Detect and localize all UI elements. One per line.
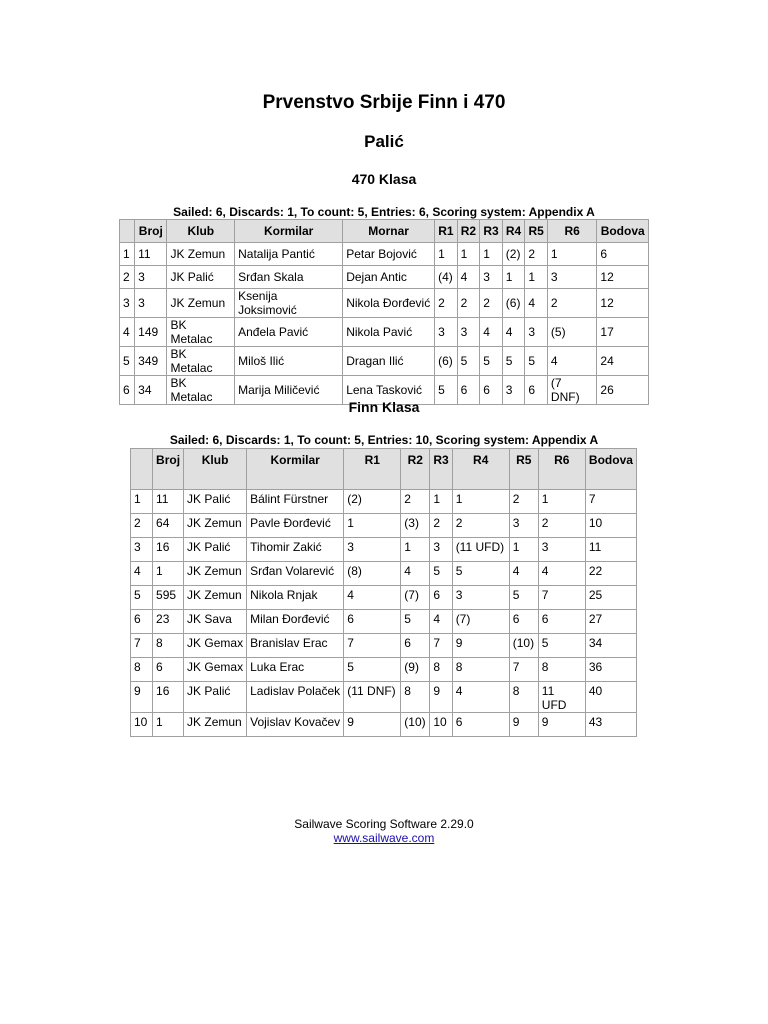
finn-cell: 4 <box>538 562 585 586</box>
class-470-row <box>120 289 649 318</box>
finn-cell: 25 <box>585 586 636 610</box>
class-470-cell: 34 <box>135 376 167 405</box>
finn-cell: 3 <box>538 538 585 562</box>
footer-link[interactable]: www.sailwave.com <box>333 831 435 845</box>
finn-cell: 1 <box>538 490 585 514</box>
class-470-cell: 4 <box>457 266 480 289</box>
class-470-heading: 470 Klasa <box>351 171 417 187</box>
class-470-cell: (2) <box>502 243 525 266</box>
finn-cell: 6 <box>452 713 509 737</box>
finn-col-header: R6 <box>538 449 585 490</box>
finn-cell: Pavle Đorđević <box>247 514 344 538</box>
finn-cell: 5 <box>344 658 401 682</box>
class-470-cell: 2 <box>547 289 596 318</box>
class-470-cell: 3 <box>457 318 480 347</box>
finn-cell: 9 <box>344 713 401 737</box>
finn-cell: 11 UFD <box>538 682 585 713</box>
class-470-cell: BK Metalac <box>167 318 235 347</box>
finn-row <box>131 713 637 737</box>
finn-cell: (11 UFD) <box>452 538 509 562</box>
finn-cell: 7 <box>131 634 153 658</box>
class-470-col-header: Kormilar <box>235 220 343 243</box>
finn-cell: Vojislav Kovačev <box>247 713 344 737</box>
finn-cell: 9 <box>509 713 538 737</box>
class-470-cell: 3 <box>135 289 167 318</box>
class-470-cell: 1 <box>547 243 596 266</box>
finn-cell: 1 <box>452 490 509 514</box>
finn-cell: 1 <box>430 490 452 514</box>
class-470-cell: 1 <box>502 266 525 289</box>
finn-cell: 16 <box>153 682 184 713</box>
finn-cell: (7) <box>401 586 430 610</box>
finn-cell: 43 <box>585 713 636 737</box>
finn-cell: 3 <box>344 538 401 562</box>
finn-cell: (11 DNF) <box>344 682 401 713</box>
finn-cell: 2 <box>131 514 153 538</box>
class-470-cell: 26 <box>597 376 649 405</box>
class-470-cell: Nikola Pavić <box>343 318 435 347</box>
class-470-cell: Srđan Skala <box>235 266 343 289</box>
class-470-col-header: R5 <box>525 220 548 243</box>
finn-cell: 7 <box>430 634 452 658</box>
finn-cell: 8 <box>153 634 184 658</box>
finn-col-header: R1 <box>344 449 401 490</box>
class-470-cell: 4 <box>502 318 525 347</box>
class-470-cell: 3 <box>525 318 548 347</box>
class-470-cell: Dejan Antic <box>343 266 435 289</box>
class-470-cell: 1 <box>480 243 503 266</box>
class-470-col-header: R2 <box>457 220 480 243</box>
class-470-cell: 5 <box>120 347 135 376</box>
finn-cell: 3 <box>131 538 153 562</box>
class-470-cell: 149 <box>135 318 167 347</box>
finn-row <box>131 538 637 562</box>
class-470-cell: 4 <box>525 289 548 318</box>
class-470-cell: 2 <box>525 243 548 266</box>
finn-body <box>131 490 637 737</box>
finn-row <box>131 610 637 634</box>
finn-cell: (8) <box>344 562 401 586</box>
finn-cell: 5 <box>430 562 452 586</box>
finn-cell: JK Zemun <box>184 562 247 586</box>
finn-cell: 10 <box>585 514 636 538</box>
class-470-cell: (6) <box>502 289 525 318</box>
finn-cell: JK Zemun <box>184 514 247 538</box>
class-470-cell: Nikola Đorđević <box>343 289 435 318</box>
class-470-cell: 12 <box>597 289 649 318</box>
finn-cell: 5 <box>401 610 430 634</box>
finn-row <box>131 490 637 514</box>
finn-cell: (10) <box>401 713 430 737</box>
finn-cell: Branislav Erac <box>247 634 344 658</box>
finn-cell: 8 <box>538 658 585 682</box>
class-470-cell: BK Metalac <box>167 376 235 405</box>
class-470-cell: 4 <box>547 347 596 376</box>
finn-cell: 16 <box>153 538 184 562</box>
class-470-cell: BK Metalac <box>167 347 235 376</box>
class-470-cell: 3 <box>502 376 525 405</box>
finn-cell: Milan Đorđević <box>247 610 344 634</box>
class-470-col-header: R3 <box>480 220 503 243</box>
finn-cell: Luka Erac <box>247 658 344 682</box>
class-470-cell: 6 <box>480 376 503 405</box>
finn-cell: 4 <box>401 562 430 586</box>
finn-cell: 5 <box>538 634 585 658</box>
class-470-cell: 4 <box>120 318 135 347</box>
finn-cell: 8 <box>401 682 430 713</box>
finn-col-header: R4 <box>452 449 509 490</box>
finn-cell: 11 <box>153 490 184 514</box>
finn-cell: 4 <box>344 586 401 610</box>
finn-cell: Bálint Fürstner <box>247 490 344 514</box>
finn-cell: 9 <box>430 682 452 713</box>
finn-cell: Nikola Rnjak <box>247 586 344 610</box>
finn-row <box>131 682 637 713</box>
finn-cell: 9 <box>131 682 153 713</box>
finn-cell: 5 <box>452 562 509 586</box>
finn-cell: 8 <box>452 658 509 682</box>
class-470-cell: 3 <box>480 266 503 289</box>
class-470-cell: 11 <box>135 243 167 266</box>
finn-cell: JK Sava <box>184 610 247 634</box>
finn-cell: 5 <box>509 586 538 610</box>
class-470-caption: Sailed: 6, Discards: 1, To count: 5, Entries: 6, Scoring system: Appendix A <box>173 205 595 219</box>
class-470-cell: JK Zemun <box>167 243 235 266</box>
footer-software: Sailwave Scoring Software 2.29.0 <box>294 817 474 831</box>
finn-cell: JK Zemun <box>184 713 247 737</box>
class-470-cell: 6 <box>525 376 548 405</box>
finn-class-caption: Sailed: 6, Discards: 1, To count: 5, Entries: 10, Scoring system: Appendix A <box>169 433 599 447</box>
class-470-cell: JK Zemun <box>167 289 235 318</box>
class-470-cell: 3 <box>135 266 167 289</box>
class-470-cell: 12 <box>597 266 649 289</box>
class-470-cell: 4 <box>480 318 503 347</box>
class-470-row <box>120 266 649 289</box>
class-470-cell: 6 <box>597 243 649 266</box>
finn-row <box>131 634 637 658</box>
finn-cell: 2 <box>538 514 585 538</box>
class-470-cell: 5 <box>480 347 503 376</box>
finn-cell: JK Gemax <box>184 658 247 682</box>
finn-col-header: R5 <box>509 449 538 490</box>
finn-cell: 7 <box>538 586 585 610</box>
class-470-cell: 3 <box>120 289 135 318</box>
class-470-cell: 1 <box>525 266 548 289</box>
finn-cell: 23 <box>153 610 184 634</box>
finn-cell: 10 <box>430 713 452 737</box>
class-470-cell: 1 <box>457 243 480 266</box>
finn-cell: 1 <box>509 538 538 562</box>
finn-cell: 2 <box>430 514 452 538</box>
finn-cell: (9) <box>401 658 430 682</box>
finn-col-header: R3 <box>430 449 452 490</box>
finn-cell: 1 <box>153 713 184 737</box>
finn-cell: 5 <box>131 586 153 610</box>
class-470-header-row <box>120 220 649 243</box>
finn-row <box>131 586 637 610</box>
finn-cell: 7 <box>585 490 636 514</box>
finn-row <box>131 514 637 538</box>
finn-cell: 595 <box>153 586 184 610</box>
finn-cell: 4 <box>131 562 153 586</box>
class-470-cell: Miloš Ilić <box>235 347 343 376</box>
finn-cell: 6 <box>430 586 452 610</box>
finn-cell: 22 <box>585 562 636 586</box>
class-470-col-header: Mornar <box>343 220 435 243</box>
finn-cell: Tihomir Zakić <box>247 538 344 562</box>
class-470-cell: 3 <box>547 266 596 289</box>
class-470-cell: 6 <box>457 376 480 405</box>
finn-cell: 6 <box>153 658 184 682</box>
class-470-results-table <box>119 219 649 405</box>
finn-cell: 11 <box>585 538 636 562</box>
finn-cell: (3) <box>401 514 430 538</box>
finn-cell: 2 <box>509 490 538 514</box>
class-470-cell: 2 <box>457 289 480 318</box>
finn-cell: 6 <box>344 610 401 634</box>
class-470-col-header: R1 <box>435 220 458 243</box>
finn-cell: 27 <box>585 610 636 634</box>
finn-cell: JK Palić <box>184 538 247 562</box>
finn-cell: Ladislav Polaček <box>247 682 344 713</box>
class-470-cell: 1 <box>120 243 135 266</box>
finn-cell: JK Zemun <box>184 586 247 610</box>
class-470-cell: 2 <box>435 289 458 318</box>
class-470-cell: 1 <box>435 243 458 266</box>
finn-cell: 4 <box>509 562 538 586</box>
finn-col-header <box>131 449 153 490</box>
finn-cell: 34 <box>585 634 636 658</box>
class-470-cell: Marija Miličević <box>235 376 343 405</box>
finn-cell: 8 <box>131 658 153 682</box>
finn-class-results-table <box>130 448 637 737</box>
class-470-col-header: Broj <box>135 220 167 243</box>
class-470-col-header <box>120 220 135 243</box>
finn-cell: 3 <box>509 514 538 538</box>
finn-col-header: Broj <box>153 449 184 490</box>
finn-cell: 2 <box>452 514 509 538</box>
finn-cell: 40 <box>585 682 636 713</box>
venue-title: Palić <box>364 132 404 151</box>
finn-col-header: R2 <box>401 449 430 490</box>
class-470-cell: 5 <box>525 347 548 376</box>
page-title: Prvenstvo Srbije Finn i 470 <box>262 92 506 113</box>
class-470-cell: 5 <box>457 347 480 376</box>
class-470-col-header: R4 <box>502 220 525 243</box>
finn-class-heading: Finn Klasa <box>348 399 420 415</box>
class-470-cell: Dragan Ilić <box>343 347 435 376</box>
finn-cell: 4 <box>452 682 509 713</box>
class-470-col-header: Klub <box>167 220 235 243</box>
finn-cell: 9 <box>452 634 509 658</box>
class-470-cell: 5 <box>502 347 525 376</box>
class-470-cell: 2 <box>120 266 135 289</box>
finn-cell: 7 <box>344 634 401 658</box>
finn-cell: 6 <box>131 610 153 634</box>
finn-cell: (7) <box>452 610 509 634</box>
class-470-cell: (4) <box>435 266 458 289</box>
class-470-col-header: Bodova <box>597 220 649 243</box>
finn-cell: 10 <box>131 713 153 737</box>
class-470-row <box>120 318 649 347</box>
finn-cell: 1 <box>401 538 430 562</box>
finn-cell: 1 <box>131 490 153 514</box>
finn-cell: 6 <box>538 610 585 634</box>
finn-col-header: Kormilar <box>247 449 344 490</box>
class-470-cell: 6 <box>120 376 135 405</box>
finn-cell: 9 <box>538 713 585 737</box>
finn-cell: 3 <box>452 586 509 610</box>
finn-cell: 2 <box>401 490 430 514</box>
class-470-cell: 3 <box>435 318 458 347</box>
finn-cell: 1 <box>153 562 184 586</box>
finn-cell: 4 <box>430 610 452 634</box>
finn-header-row <box>131 449 637 490</box>
finn-cell: (10) <box>509 634 538 658</box>
class-470-cell: Natalija Pantić <box>235 243 343 266</box>
finn-cell: Srđan Volarević <box>247 562 344 586</box>
finn-cell: JK Gemax <box>184 634 247 658</box>
class-470-cell: (7 DNF) <box>547 376 596 405</box>
finn-cell: 64 <box>153 514 184 538</box>
finn-cell: 1 <box>344 514 401 538</box>
finn-cell: (2) <box>344 490 401 514</box>
finn-cell: JK Palić <box>184 682 247 713</box>
finn-cell: 6 <box>509 610 538 634</box>
class-470-cell: (5) <box>547 318 596 347</box>
finn-row <box>131 658 637 682</box>
finn-cell: 8 <box>509 682 538 713</box>
finn-col-header: Bodova <box>585 449 636 490</box>
class-470-cell: 24 <box>597 347 649 376</box>
class-470-cell: JK Palić <box>167 266 235 289</box>
finn-cell: 8 <box>430 658 452 682</box>
class-470-cell: Anđela Pavić <box>235 318 343 347</box>
class-470-body <box>120 243 649 405</box>
class-470-cell: (6) <box>435 347 458 376</box>
class-470-cell: 349 <box>135 347 167 376</box>
class-470-cell: Petar Bojović <box>343 243 435 266</box>
finn-col-header: Klub <box>184 449 247 490</box>
class-470-row <box>120 347 649 376</box>
class-470-cell: 5 <box>435 376 458 405</box>
finn-cell: JK Palić <box>184 490 247 514</box>
finn-cell: 6 <box>401 634 430 658</box>
finn-cell: 7 <box>509 658 538 682</box>
finn-cell: 36 <box>585 658 636 682</box>
class-470-cell: Ksenija Joksimović <box>235 289 343 318</box>
class-470-col-header: R6 <box>547 220 596 243</box>
class-470-cell: 2 <box>480 289 503 318</box>
finn-cell: 3 <box>430 538 452 562</box>
class-470-row <box>120 243 649 266</box>
class-470-cell: 17 <box>597 318 649 347</box>
class-470-cell: Lena Tasković <box>343 376 435 405</box>
finn-row <box>131 562 637 586</box>
